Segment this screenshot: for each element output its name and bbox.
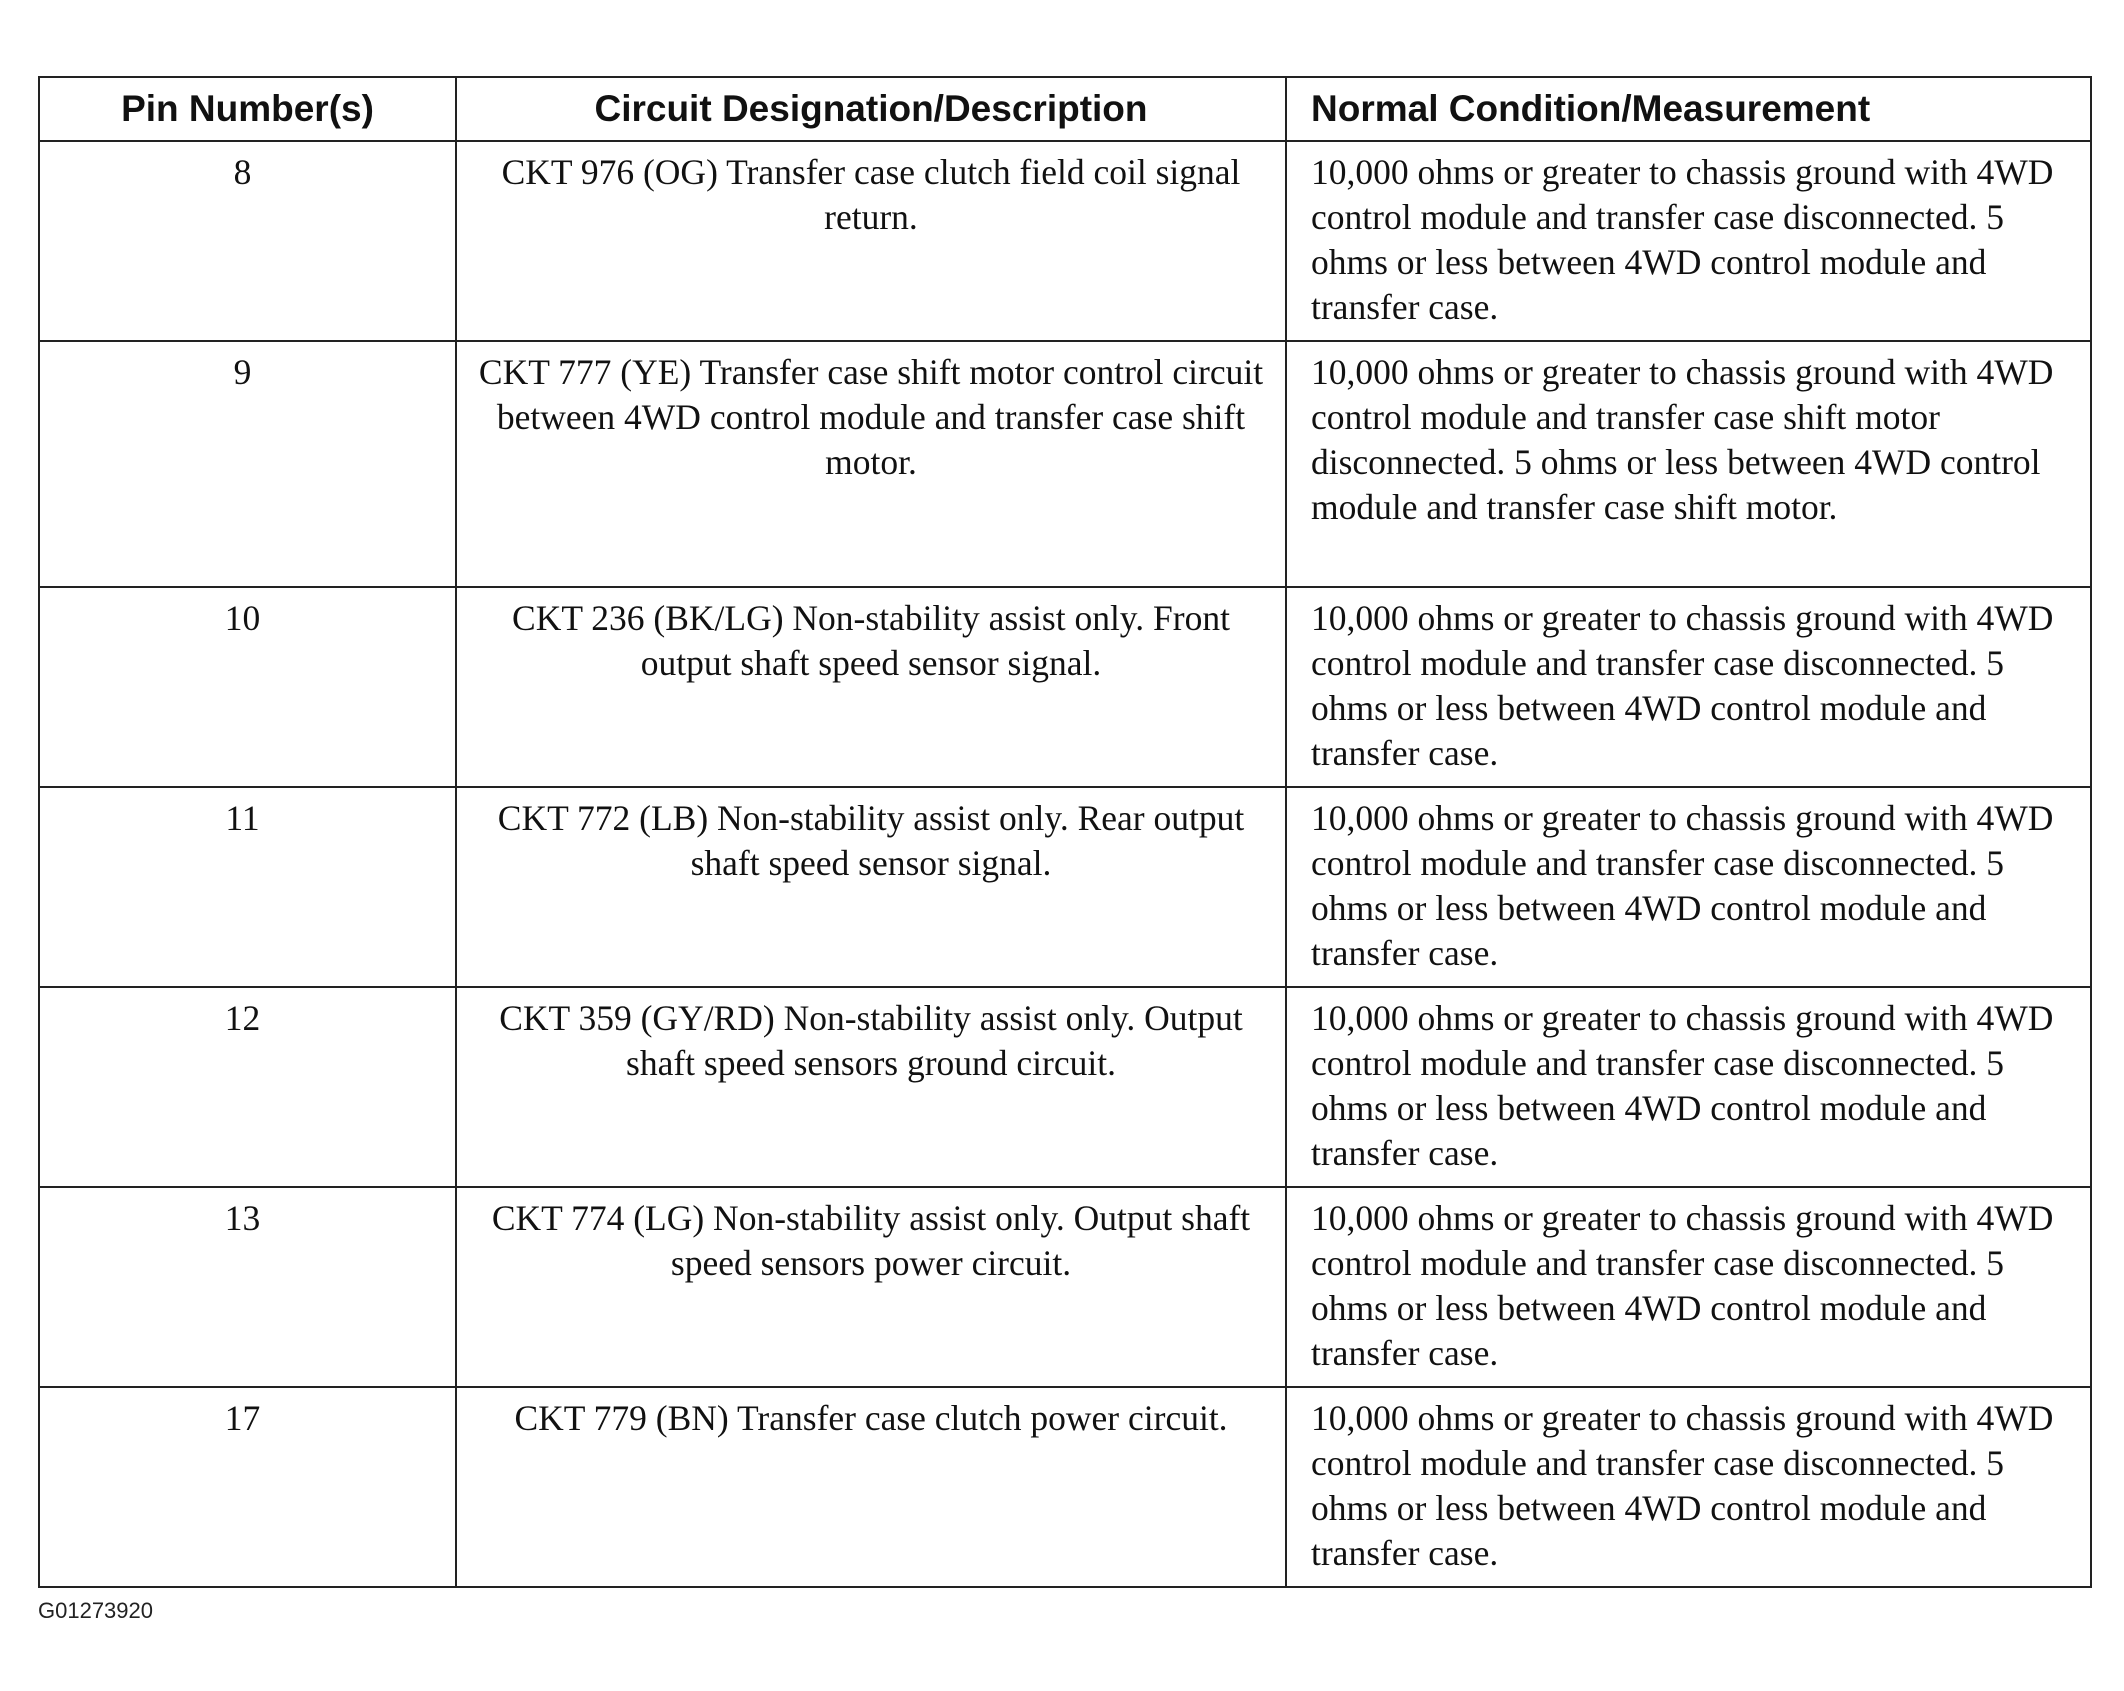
table-row — [39, 341, 2091, 587]
circuit-description-cell: CKT 777 (YE) Transfer case shift motor control circuit between 4WD control module and transfer case shift motor. — [456, 341, 1286, 587]
table-row — [39, 1187, 2091, 1387]
pin-number-cell: 17 — [39, 1387, 456, 1587]
table-row — [39, 141, 2091, 341]
measurement-cell: 10,000 ohms or greater to chassis ground with 4WD control module and transfer case shift motor disconnected. 5 ohms or less between 4WD control module and transfer case shift motor. — [1286, 341, 2091, 587]
pin-number-cell: 11 — [39, 787, 456, 987]
measurement-cell: 10,000 ohms or greater to chassis ground with 4WD control module and transfer case disconnected. 5 ohms or less between 4WD control module and transfer case. — [1286, 787, 2091, 987]
pin-number-cell: 9 — [39, 341, 456, 587]
circuit-description-cell: CKT 774 (LG) Non-stability assist only. Output shaft speed sensors power circuit. — [456, 1187, 1286, 1387]
table-row — [39, 787, 2091, 987]
measurement-cell: 10,000 ohms or greater to chassis ground with 4WD control module and transfer case disconnected. 5 ohms or less between 4WD control module and transfer case. — [1286, 141, 2091, 341]
pin-table — [38, 76, 2092, 1588]
pin-number-cell: 10 — [39, 587, 456, 787]
header-circuit-description: Circuit Designation/Description — [456, 77, 1286, 141]
circuit-description-cell: CKT 976 (OG) Transfer case clutch field coil signal return. — [456, 141, 1286, 341]
table-row — [39, 587, 2091, 787]
table-row — [39, 987, 2091, 1187]
circuit-description-cell: CKT 236 (BK/LG) Non-stability assist only. Front output shaft speed sensor signal. — [456, 587, 1286, 787]
circuit-description-cell: CKT 772 (LB) Non-stability assist only. Rear output shaft speed sensor signal. — [456, 787, 1286, 987]
figure-code: G01273920 — [38, 1598, 153, 1623]
header-pin-number: Pin Number(s) — [39, 77, 456, 141]
circuit-description-cell: CKT 359 (GY/RD) Non-stability assist only. Output shaft speed sensors ground circuit. — [456, 987, 1286, 1187]
pin-number-cell: 13 — [39, 1187, 456, 1387]
header-row — [39, 77, 2091, 141]
pin-number-cell: 8 — [39, 141, 456, 341]
circuit-description-cell: CKT 779 (BN) Transfer case clutch power circuit. — [456, 1387, 1286, 1587]
pin-number-cell: 12 — [39, 987, 456, 1187]
measurement-cell: 10,000 ohms or greater to chassis ground with 4WD control module and transfer case disconnected. 5 ohms or less between 4WD control module and transfer case. — [1286, 987, 2091, 1187]
table-row — [39, 1387, 2091, 1587]
measurement-cell: 10,000 ohms or greater to chassis ground with 4WD control module and transfer case disconnected. 5 ohms or less between 4WD control module and transfer case. — [1286, 587, 2091, 787]
measurement-cell: 10,000 ohms or greater to chassis ground with 4WD control module and transfer case disconnected. 5 ohms or less between 4WD control module and transfer case. — [1286, 1387, 2091, 1587]
header-normal-condition: Normal Condition/Measurement — [1286, 77, 2091, 141]
measurement-cell: 10,000 ohms or greater to chassis ground with 4WD control module and transfer case disconnected. 5 ohms or less between 4WD control module and transfer case. — [1286, 1187, 2091, 1387]
